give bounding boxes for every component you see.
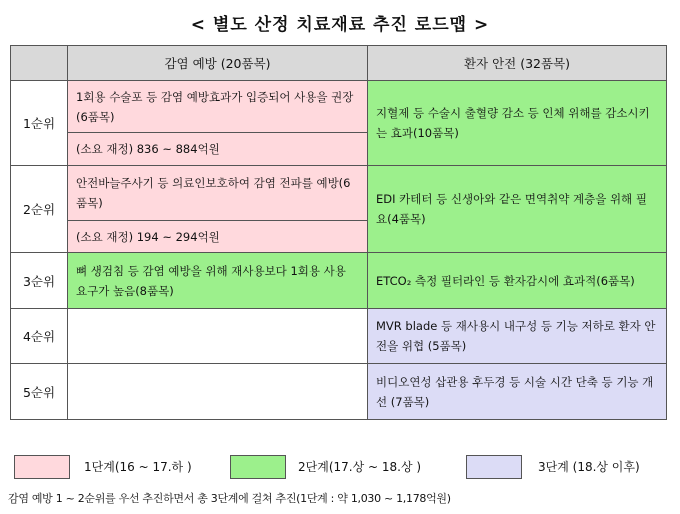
header-row bbox=[11, 46, 667, 81]
legend-swatch-stage1 bbox=[14, 455, 70, 479]
header-infection-prevention: 감염 예방 (20품목) bbox=[68, 46, 368, 81]
safety-text-5: 비디오연성 삽관용 후두경 등 시술 시간 단축 등 기능 개선 (7품목) bbox=[376, 374, 654, 409]
infection-text-1: 1회용 수술포 등 감염 예방효과가 입증되어 사용을 권장(6품목) bbox=[76, 89, 354, 124]
infection-cell-2 bbox=[68, 166, 368, 221]
infection-cell-5 bbox=[68, 364, 368, 420]
rank-1: 1순위 bbox=[11, 81, 68, 166]
legend-label-stage1: 1단계(16 ~ 17.하 ) bbox=[84, 460, 192, 474]
infection-text-3: 뼈 생검침 등 감염 예방을 위해 재사용보다 1회용 사용 요구가 높음(8품목) bbox=[76, 263, 346, 298]
footnote: 감염 예방 1 ~ 2순위를 우선 추진하면서 총 3단계에 걸쳐 추진(1단계 : 약 1,030 ~ 1,178억원) bbox=[8, 492, 451, 505]
table-row bbox=[11, 309, 667, 364]
safety-text-3: ETCO₂ 측정 필터라인 등 환자감시에 효과적(6품목) bbox=[376, 273, 635, 288]
roadmap-table bbox=[10, 45, 667, 420]
safety-text-2: EDI 카테터 등 신생아와 같은 면역취약 계층을 위해 필요(4품목) bbox=[376, 192, 647, 226]
infection-text-2: 안전바늘주사기 등 의료인보호하여 감염 전파를 예방(6품목) bbox=[76, 176, 351, 210]
cost-text-1: (소요 재정) 836 ~ 884억원 bbox=[76, 142, 220, 156]
infection-cell-4 bbox=[68, 309, 368, 364]
infection-text-4 bbox=[68, 334, 367, 338]
safety-cell-3 bbox=[368, 253, 667, 309]
rank-5: 5순위 bbox=[11, 364, 68, 420]
infection-text-5 bbox=[68, 390, 367, 394]
safety-cell-1 bbox=[368, 81, 667, 166]
table-row bbox=[11, 81, 667, 133]
cost-cell-1 bbox=[68, 133, 368, 166]
legend-label-stage2: 2단계(17.상 ~ 18.상 ) bbox=[298, 460, 422, 474]
legend-label-stage3: 3단계 (18.상 이후) bbox=[538, 460, 640, 474]
cost-text-2: (소요 재정) 194 ~ 294억원 bbox=[76, 229, 220, 244]
table-row bbox=[11, 166, 667, 221]
infection-cell-3 bbox=[68, 253, 368, 309]
safety-text-1: 지혈제 등 수술시 출혈량 감소 등 인체 위해를 감소시키는 효과(10품목) bbox=[376, 106, 650, 140]
infection-cell-1 bbox=[68, 81, 368, 133]
rank-3: 3순위 bbox=[11, 253, 68, 309]
safety-cell-2 bbox=[368, 166, 667, 253]
legend-swatch-stage2 bbox=[230, 455, 286, 479]
safety-text-4: MVR blade 등 재사용시 내구성 등 기능 저하로 환자 안전을 위협 (5품목) bbox=[376, 319, 656, 353]
safety-cell-5 bbox=[368, 364, 667, 420]
legend-swatch-stage3 bbox=[466, 455, 522, 479]
table-row bbox=[11, 364, 667, 420]
table-row bbox=[11, 253, 667, 309]
rank-2: 2순위 bbox=[11, 166, 68, 253]
safety-cell-4 bbox=[368, 309, 667, 364]
header-patient-safety: 환자 안전 (32품목) bbox=[368, 46, 667, 81]
rank-4: 4순위 bbox=[11, 309, 68, 364]
cost-cell-2 bbox=[68, 221, 368, 253]
page-title: < 별도 산정 치료재료 추진 로드맵 > bbox=[190, 15, 490, 35]
header-rank-blank bbox=[11, 46, 68, 81]
